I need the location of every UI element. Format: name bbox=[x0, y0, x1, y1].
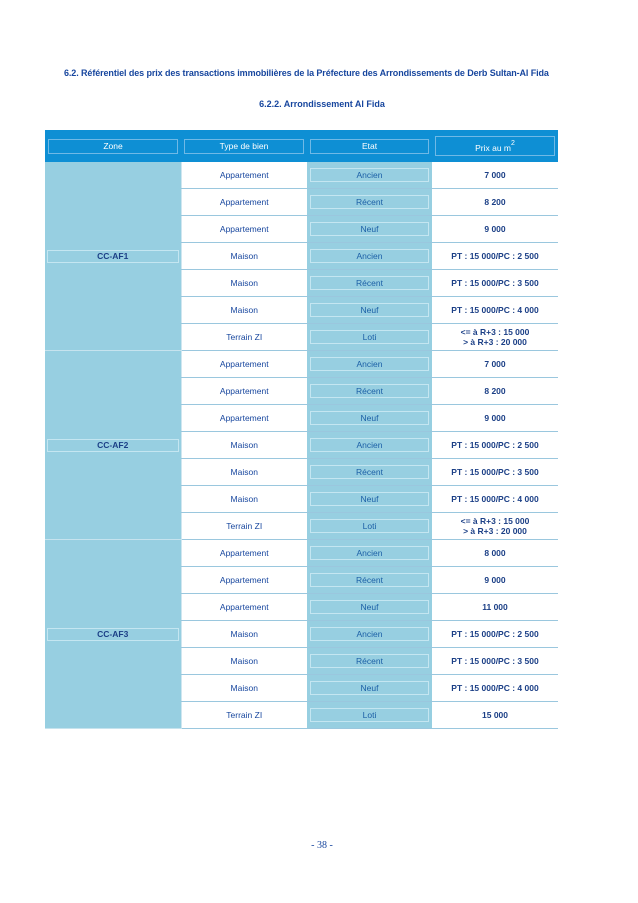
prix-line: PT : 15 000/PC : 3 500 bbox=[451, 278, 539, 288]
etat-cell: Neuf bbox=[307, 405, 432, 432]
prix-cell bbox=[432, 567, 558, 594]
prix-line: 7 000 bbox=[484, 170, 506, 180]
type-cell: Appartement bbox=[181, 540, 307, 567]
table-row bbox=[45, 540, 558, 567]
subsection-title: 6.2.2. Arrondissement Al Fida bbox=[259, 99, 385, 109]
etat-cell: Loti bbox=[307, 324, 432, 351]
prix-cell bbox=[432, 243, 558, 270]
etat-cell: Loti bbox=[307, 513, 432, 540]
prix-cell bbox=[432, 459, 558, 486]
prix-line: > à R+3 : 20 000 bbox=[463, 337, 527, 347]
table-row bbox=[45, 162, 558, 189]
etat-cell: Neuf bbox=[307, 675, 432, 702]
etat-cell: Récent bbox=[307, 648, 432, 675]
prix-cell bbox=[432, 594, 558, 621]
section-title: 6.2. Référentiel des prix des transactions immobilières de la Préfecture des Arrondissements de Derb Sultan-Al Fida bbox=[64, 68, 549, 78]
prix-cell bbox=[432, 513, 558, 540]
type-cell: Maison bbox=[181, 270, 307, 297]
etat-cell: Récent bbox=[307, 270, 432, 297]
header-zone: Zone bbox=[45, 136, 181, 156]
type-cell: Appartement bbox=[181, 378, 307, 405]
type-cell: Maison bbox=[181, 243, 307, 270]
table-body bbox=[45, 162, 558, 729]
prix-cell bbox=[432, 270, 558, 297]
prix-line: PT : 15 000/PC : 4 000 bbox=[451, 683, 539, 693]
prix-line: PT : 15 000/PC : 2 500 bbox=[451, 251, 539, 261]
type-cell: Appartement bbox=[181, 351, 307, 378]
zone-cell: CC-AF3 bbox=[45, 540, 181, 729]
type-cell: Maison bbox=[181, 432, 307, 459]
etat-cell: Récent bbox=[307, 567, 432, 594]
prix-cell bbox=[432, 297, 558, 324]
prix-line: 11 000 bbox=[482, 602, 508, 612]
prix-line: 7 000 bbox=[484, 359, 506, 369]
type-cell: Maison bbox=[181, 621, 307, 648]
prix-cell bbox=[432, 648, 558, 675]
etat-cell: Loti bbox=[307, 702, 432, 729]
prix-cell bbox=[432, 540, 558, 567]
prix-cell bbox=[432, 378, 558, 405]
type-cell: Terrain ZI bbox=[181, 513, 307, 540]
etat-cell: Neuf bbox=[307, 594, 432, 621]
etat-cell: Neuf bbox=[307, 486, 432, 513]
type-cell: Appartement bbox=[181, 594, 307, 621]
header-prix: Prix au $m^2$ bbox=[432, 136, 558, 156]
type-cell: Appartement bbox=[181, 189, 307, 216]
table-header bbox=[45, 130, 558, 162]
prix-cell bbox=[432, 162, 558, 189]
etat-cell: Ancien bbox=[307, 243, 432, 270]
prix-line: <= à R+3 : 15 000 bbox=[460, 327, 530, 337]
prix-line: <= à R+3 : 15 000 bbox=[460, 516, 530, 526]
etat-cell: Ancien bbox=[307, 621, 432, 648]
page-number: - 38 - bbox=[311, 840, 333, 851]
type-cell: Terrain ZI bbox=[181, 324, 307, 351]
prix-cell bbox=[432, 621, 558, 648]
prix-line: 8 200 bbox=[484, 197, 506, 207]
prix-line: 15 000 bbox=[482, 710, 508, 720]
header-etat: Etat bbox=[307, 136, 432, 156]
type-cell: Maison bbox=[181, 648, 307, 675]
etat-cell: Récent bbox=[307, 189, 432, 216]
etat-cell: Ancien bbox=[307, 540, 432, 567]
type-cell: Maison bbox=[181, 675, 307, 702]
etat-cell: Ancien bbox=[307, 162, 432, 189]
zone-cell: CC-AF2 bbox=[45, 351, 181, 540]
etat-cell: Neuf bbox=[307, 216, 432, 243]
prix-line: 8 200 bbox=[484, 386, 506, 396]
prix-line: 9 000 bbox=[484, 575, 506, 585]
type-cell: Maison bbox=[181, 297, 307, 324]
prix-line: PT : 15 000/PC : 2 500 bbox=[451, 440, 539, 450]
prix-line: 9 000 bbox=[484, 224, 506, 234]
prix-cell bbox=[432, 486, 558, 513]
etat-cell: Ancien bbox=[307, 351, 432, 378]
type-cell: Appartement bbox=[181, 162, 307, 189]
prix-line: 9 000 bbox=[484, 413, 506, 423]
prix-cell bbox=[432, 432, 558, 459]
prix-cell bbox=[432, 351, 558, 378]
header-type: Type de bien bbox=[181, 136, 307, 156]
price-table bbox=[45, 130, 558, 729]
prix-line: > à R+3 : 20 000 bbox=[463, 526, 527, 536]
type-cell: Maison bbox=[181, 486, 307, 513]
prix-line: PT : 15 000/PC : 3 500 bbox=[451, 656, 539, 666]
zone-cell: CC-AF1 bbox=[45, 162, 181, 351]
prix-line: 8 000 bbox=[484, 548, 506, 558]
prix-line: PT : 15 000/PC : 2 500 bbox=[451, 629, 539, 639]
table-row bbox=[45, 351, 558, 378]
etat-cell: Récent bbox=[307, 459, 432, 486]
type-cell: Appartement bbox=[181, 405, 307, 432]
etat-cell: Neuf bbox=[307, 297, 432, 324]
etat-cell: Ancien bbox=[307, 432, 432, 459]
type-cell: Appartement bbox=[181, 216, 307, 243]
prix-cell bbox=[432, 189, 558, 216]
prix-cell bbox=[432, 405, 558, 432]
prix-cell bbox=[432, 702, 558, 729]
prix-line: PT : 15 000/PC : 4 000 bbox=[451, 494, 539, 504]
etat-cell: Récent bbox=[307, 378, 432, 405]
type-cell: Appartement bbox=[181, 567, 307, 594]
prix-line: PT : 15 000/PC : 4 000 bbox=[451, 305, 539, 315]
type-cell: Maison bbox=[181, 459, 307, 486]
prix-cell bbox=[432, 216, 558, 243]
prix-cell bbox=[432, 675, 558, 702]
prix-cell bbox=[432, 324, 558, 351]
type-cell: Terrain ZI bbox=[181, 702, 307, 729]
prix-line: PT : 15 000/PC : 3 500 bbox=[451, 467, 539, 477]
